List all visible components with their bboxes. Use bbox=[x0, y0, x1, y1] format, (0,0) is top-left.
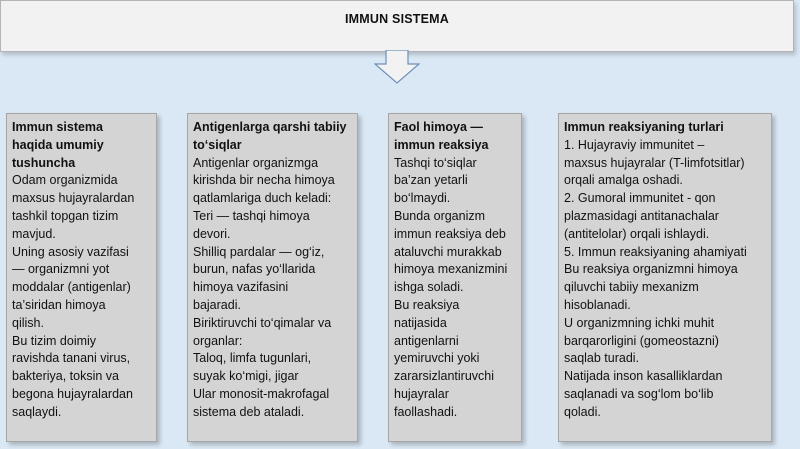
card-body: Tashqi to‘siqlar ba’zan yetarli bo‘lmaydi. Bunda organizm immun reaksiya deb ataluvchi murakkab himoya mexanizmini ishga soladi. Bu reaksiya natijasida antigenlarni yemiruvchi yoki zararsizlantiruvchi hujayralar faollashadi. bbox=[394, 155, 508, 419]
down-arrow-icon bbox=[374, 50, 420, 84]
card-title: Antigenlarga qarshi tabiiy to‘siqlar bbox=[193, 120, 347, 152]
card-body: Odam organizmida maxsus hujayralardan tashkil topgan tizim mavjud. Uning asosiy vazifasi — organizmni yot moddalar (antigenlar) ta’siridan himoya qilish. Bu tizim doimiy ravishda tanani virus, bakteriya, toksin va begona hujayralardan saqlaydi. bbox=[12, 173, 135, 419]
card-general-concept bbox=[6, 113, 157, 442]
card-reaction-types bbox=[558, 113, 772, 442]
card-body: Antigenlar organizmga kirishda bir necha himoya qatlamlariga duch keladi: Teri — tashqi himoya devori. Shilliq pardalar — og‘iz, burun, nafas yo‘llarida himoya vazifasini bajaradi. Biriktiruvchi to‘qimalar va organlar: Taloq, limfa tugunlari, suyak ko‘migi, jigar Ular monosit-makrofagal sistema deb ataladi. bbox=[193, 155, 335, 419]
card-title: Immun reaksiyaning turlari bbox=[564, 120, 724, 134]
card-natural-barriers bbox=[187, 113, 358, 442]
title-box bbox=[0, 0, 794, 52]
card-title: Immun sistema haqida umumiy tushuncha bbox=[12, 120, 104, 170]
page-title: IMMUN SISTEMA bbox=[345, 12, 449, 26]
card-active-defense bbox=[388, 113, 522, 442]
card-body: 1. Hujayraviy immunitet – maxsus hujayralar (T-limfotsitlar) orqali amalga oshadi. 2. Gumoral immunitet - qon plazmasidagi antitanachalar (antitelolar) orqali ishlaydi. 5. Immun reaksiyaning ahamiyati Bu reaksiya organizmni himoya qiluvchi tabiiy mexanizm hisoblanadi. U organizmning ichki muhit barqarorligini (gomeostazni) saqlab turadi. Natijada inson kasalliklardan saqlanadi va sog‘lom bo‘lib qoladi. bbox=[564, 137, 747, 419]
card-title: Faol himoya — immun reaksiya bbox=[394, 120, 489, 152]
